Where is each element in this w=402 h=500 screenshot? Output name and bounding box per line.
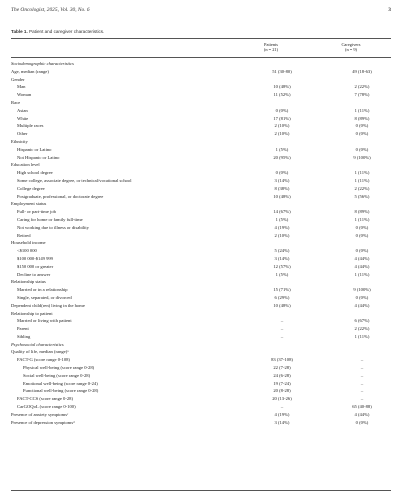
row-label: Dependent child(ren) living in the home bbox=[11, 302, 85, 308]
caregivers-value: 4 (44%) bbox=[354, 411, 370, 417]
table-row bbox=[11, 200, 391, 208]
patients-value: 20 (95%) bbox=[273, 154, 291, 160]
caregivers-value: 49 (18-63) bbox=[352, 68, 372, 74]
row-label: Full- or part-time job bbox=[17, 209, 56, 215]
column-header-caregivers-n: (n = 9) bbox=[345, 47, 357, 53]
table-row bbox=[11, 247, 391, 255]
table-row bbox=[11, 411, 391, 419]
caregivers-value: 2 (22%) bbox=[354, 84, 370, 90]
caregivers-value: 8 (89%) bbox=[354, 209, 370, 215]
row-label: Some college, associate degree, or technical/vocational school bbox=[17, 177, 132, 183]
caregivers-value: 1 (11%) bbox=[354, 177, 370, 183]
table-row bbox=[11, 302, 391, 310]
table-row bbox=[11, 83, 391, 91]
table-row bbox=[11, 356, 391, 364]
patients-value: 4 (19%) bbox=[274, 224, 290, 230]
patients-value: 0 (0%) bbox=[275, 170, 289, 176]
patients-value: 2 (10%) bbox=[274, 131, 290, 137]
row-label: FACT-G (score range 0-108) bbox=[17, 357, 70, 363]
row-label: Sibling bbox=[17, 333, 31, 339]
table-row bbox=[11, 99, 391, 107]
table-row bbox=[11, 130, 391, 138]
row-label: Retired bbox=[17, 232, 31, 238]
table-row bbox=[11, 169, 391, 177]
table-row bbox=[11, 161, 391, 169]
table-row bbox=[11, 177, 391, 185]
patients-value: 19 (7-24) bbox=[273, 380, 291, 386]
patients-value: 24 (6-28) bbox=[273, 372, 291, 378]
row-label: Caring for home or family full-time bbox=[17, 216, 83, 222]
patients-value: 2 (10%) bbox=[274, 232, 290, 238]
patients-value: – bbox=[280, 333, 284, 339]
row-label: Functional well-being (score range 0-28) bbox=[23, 388, 99, 394]
row-label: Presence of anxiety symptomsᶜ bbox=[11, 411, 69, 417]
row-label: White bbox=[17, 115, 29, 121]
patients-value: 10 (48%) bbox=[273, 193, 291, 199]
caregivers-value: – bbox=[360, 372, 364, 378]
caregivers-value: 6 (67%) bbox=[354, 318, 370, 324]
patients-value: 5 (24%) bbox=[274, 248, 290, 254]
table-row bbox=[11, 146, 391, 154]
caregivers-value: 0 (0%) bbox=[355, 224, 369, 230]
table-section-header bbox=[11, 60, 391, 68]
column-header-patients bbox=[246, 42, 296, 53]
caregivers-value: – bbox=[360, 380, 364, 386]
row-label: Postgraduate, professional, or doctorate degree bbox=[17, 193, 104, 199]
patients-value: 20 (13-26) bbox=[272, 396, 292, 402]
row-label: Education level bbox=[11, 162, 40, 168]
table-top-rule bbox=[11, 38, 391, 39]
caregivers-value: 65 (40-88) bbox=[352, 404, 372, 410]
row-label: Other bbox=[17, 131, 28, 137]
row-label: Asian bbox=[17, 107, 28, 113]
table-row bbox=[11, 107, 391, 115]
table-row bbox=[11, 185, 391, 193]
row-label: Physical well-being (score range 0-28) bbox=[23, 365, 95, 371]
table-row bbox=[11, 91, 391, 99]
table-row bbox=[11, 310, 391, 318]
table-row bbox=[11, 372, 391, 380]
patients-value: 20 (8-28) bbox=[273, 388, 291, 394]
caregivers-value: – bbox=[360, 396, 364, 402]
row-label: $150 000 or greater bbox=[17, 263, 54, 269]
row-label: Household income bbox=[11, 240, 46, 246]
table-row bbox=[11, 193, 391, 201]
table-section-header bbox=[11, 341, 391, 349]
column-header-caregivers bbox=[326, 42, 376, 53]
patients-value: 1 (5%) bbox=[275, 146, 289, 152]
table-row bbox=[11, 115, 391, 123]
table-row bbox=[11, 232, 391, 240]
row-label: Psychosocial characteristics bbox=[11, 341, 64, 347]
patients-value: 1 (5%) bbox=[275, 271, 289, 277]
row-label: College degree bbox=[17, 185, 45, 191]
table-row bbox=[11, 278, 391, 286]
caregivers-value: 1 (11%) bbox=[354, 170, 370, 176]
patients-value: 3 (14%) bbox=[274, 255, 290, 261]
caregivers-value: 0 (0%) bbox=[355, 146, 369, 152]
caregivers-value: 9 (100%) bbox=[353, 154, 371, 160]
row-label: Ethnicity bbox=[11, 138, 28, 144]
row-label: Presence of depression symptomsᵈ bbox=[11, 419, 75, 425]
caregivers-value: 1 (11%) bbox=[354, 107, 370, 113]
caregivers-value: 0 (0%) bbox=[355, 232, 369, 238]
caregivers-value: 8 (89%) bbox=[354, 115, 370, 121]
row-label: Sociodemographic characteristics bbox=[11, 61, 74, 66]
table-row bbox=[11, 364, 391, 372]
patients-value: 10 (48%) bbox=[273, 84, 291, 90]
patients-value: 1 (5%) bbox=[275, 216, 289, 222]
patients-value: 3 (14%) bbox=[274, 419, 290, 425]
patients-value: 10 (48%) bbox=[273, 302, 291, 308]
patients-value: – bbox=[280, 318, 284, 324]
patients-value: 11 (52%) bbox=[273, 92, 291, 98]
row-label: Age, median (range) bbox=[11, 68, 49, 74]
row-label: High school degree bbox=[17, 170, 53, 176]
caregivers-value: 4 (44%) bbox=[354, 263, 370, 269]
row-label: Man bbox=[17, 84, 26, 90]
caregivers-value: 4 (44%) bbox=[354, 302, 370, 308]
table-row bbox=[11, 76, 391, 84]
table-row bbox=[11, 294, 391, 302]
patients-value: 2 (10%) bbox=[274, 123, 290, 129]
page-number: 3 bbox=[388, 7, 391, 13]
table-body bbox=[11, 60, 391, 426]
caregivers-value: 0 (0%) bbox=[355, 123, 369, 129]
table-row bbox=[11, 380, 391, 388]
row-label: Quality of life, median (range)ᵃ bbox=[11, 349, 69, 355]
caregivers-value: 0 (0%) bbox=[355, 248, 369, 254]
row-label: Not working due to illness or disability bbox=[17, 224, 89, 230]
row-label: Gender bbox=[11, 76, 25, 82]
row-label: Emotional well-being (score range 0-24) bbox=[23, 380, 98, 386]
table-row bbox=[11, 325, 391, 333]
patients-value: – bbox=[280, 404, 284, 410]
column-header-caregivers-label: Caregivers bbox=[341, 42, 361, 47]
patients-value: 6 (29%) bbox=[274, 294, 290, 300]
table-row bbox=[11, 403, 391, 411]
caregivers-value: 1 (11%) bbox=[354, 216, 370, 222]
row-label: Married or living with patient bbox=[17, 318, 72, 324]
caregivers-value: 9 (100%) bbox=[353, 287, 371, 293]
row-label: Decline to answer bbox=[17, 271, 51, 277]
table-row bbox=[11, 138, 391, 146]
patients-value: 4 (19%) bbox=[274, 411, 290, 417]
table-caption-label: Table 1. bbox=[11, 29, 28, 34]
caregivers-value: 2 (22%) bbox=[354, 326, 370, 332]
caregivers-value: 0 (0%) bbox=[355, 294, 369, 300]
caregivers-value: 0 (0%) bbox=[355, 419, 369, 425]
row-label: Woman bbox=[17, 92, 32, 98]
caregivers-value: 1 (11%) bbox=[354, 271, 370, 277]
table-row bbox=[11, 154, 391, 162]
column-header-patients-n: (n = 21) bbox=[263, 47, 279, 53]
caregivers-value: 1 (11%) bbox=[354, 333, 370, 339]
patients-value: 83 (37-108) bbox=[271, 357, 293, 363]
table-row bbox=[11, 271, 391, 279]
caregivers-value: 4 (44%) bbox=[354, 255, 370, 261]
row-label: <$100 000 bbox=[17, 248, 37, 254]
patients-value: 12 (57%) bbox=[273, 263, 291, 269]
table-row bbox=[11, 122, 391, 130]
row-label: CarGOQoL (score range 0-100) bbox=[17, 404, 76, 410]
column-header-patients-label: Patients bbox=[264, 42, 278, 47]
patients-value: 22 (7-28) bbox=[273, 365, 291, 371]
caregivers-value: 5 (56%) bbox=[354, 193, 370, 199]
table-caption bbox=[11, 29, 104, 34]
table-row bbox=[11, 263, 391, 271]
patients-value: 3 (14%) bbox=[274, 177, 290, 183]
row-label: Single, separated, or divorced bbox=[17, 294, 72, 300]
patients-value: 8 (38%) bbox=[274, 185, 290, 191]
row-label: Married or in a relationship bbox=[17, 287, 68, 293]
table-row bbox=[11, 239, 391, 247]
table-bottom-rule bbox=[11, 490, 391, 491]
row-label: Race bbox=[11, 99, 21, 105]
row-label: Relationship status bbox=[11, 279, 46, 285]
caregivers-value: 2 (22%) bbox=[354, 185, 370, 191]
row-label: Parent bbox=[17, 326, 29, 332]
patients-value: 51 (30-80) bbox=[272, 68, 292, 74]
row-label: Multiple races bbox=[17, 123, 44, 129]
row-label: Relationship to patient bbox=[11, 310, 53, 316]
table-row bbox=[11, 317, 391, 325]
table-row bbox=[11, 68, 391, 76]
caregivers-value: – bbox=[360, 388, 364, 394]
table-row bbox=[11, 387, 391, 395]
row-label: Employment status bbox=[11, 201, 47, 207]
caregivers-value: – bbox=[360, 365, 364, 371]
table-row bbox=[11, 419, 391, 427]
running-head: The Oncologist, 2025, Vol. 30, No. 6 bbox=[11, 7, 90, 13]
patients-value: 15 (71%) bbox=[273, 287, 291, 293]
table-row bbox=[11, 286, 391, 294]
row-label: $100 000-$149 999 bbox=[17, 255, 53, 261]
row-label: Social well-being (score range 0-28) bbox=[23, 372, 91, 378]
patients-value: 0 (0%) bbox=[275, 107, 289, 113]
table-row bbox=[11, 333, 391, 341]
patients-value: – bbox=[280, 326, 284, 332]
row-label: Hispanic or Latino bbox=[17, 146, 52, 152]
table-row bbox=[11, 216, 391, 224]
caregivers-value: 0 (0%) bbox=[355, 131, 369, 137]
caregivers-value: – bbox=[360, 357, 364, 363]
caregivers-value: 7 (78%) bbox=[354, 92, 370, 98]
table-row bbox=[11, 255, 391, 263]
table-header-rule bbox=[11, 57, 391, 58]
table-row bbox=[11, 208, 391, 216]
row-label: FACT-CCS (score range 0-28) bbox=[17, 396, 74, 402]
patients-value: 14 (67%) bbox=[273, 209, 291, 215]
table-row bbox=[11, 224, 391, 232]
table-row bbox=[11, 395, 391, 403]
patients-value: 17 (81%) bbox=[273, 115, 291, 121]
table-row bbox=[11, 348, 391, 356]
row-label: Not Hispanic or Latino bbox=[17, 154, 60, 160]
table-caption-text: Patient and caregiver characteristics. bbox=[29, 29, 105, 34]
